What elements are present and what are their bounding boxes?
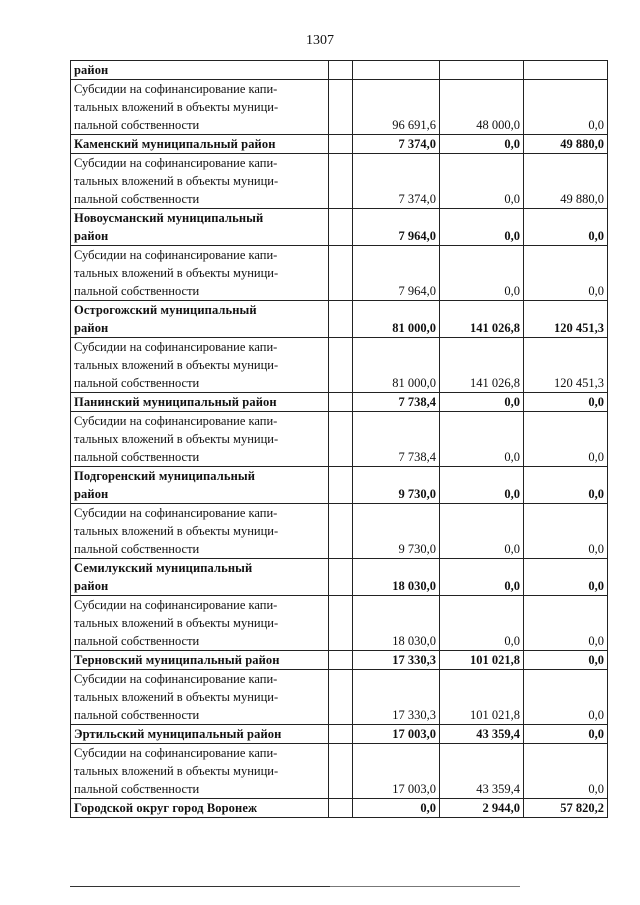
name-line: Субсидии на софинансирование капи- <box>74 156 278 170</box>
name-line: тальных вложений в объекты муници- <box>74 690 279 704</box>
amount-year-1-cell: 17 003,0 <box>353 744 440 799</box>
empty-code-cell <box>329 393 353 412</box>
amount-year-1-cell: 7 374,0 <box>353 135 440 154</box>
name-line: Субсидии на софинансирование капи- <box>74 340 278 354</box>
amount-year-1-cell: 17 330,3 <box>353 670 440 725</box>
district-name-cell <box>71 467 329 504</box>
amount-year-1-cell: 7 738,4 <box>353 412 440 467</box>
amount-year-1-cell: 17 330,3 <box>353 651 440 670</box>
name-line: Терновский муниципальный район <box>74 653 280 667</box>
amount-year-2-cell: 48 000,0 <box>440 80 524 135</box>
amount-year-3-cell: 0,0 <box>524 80 608 135</box>
name-line: тальных вложений в объекты муници- <box>74 764 279 778</box>
empty-code-cell <box>329 725 353 744</box>
district-total-row <box>71 559 608 596</box>
name-line: тальных вложений в объекты муници- <box>74 174 279 188</box>
amount-year-2-cell: 0,0 <box>440 412 524 467</box>
amount-year-3-cell: 0,0 <box>524 725 608 744</box>
amount-year-1-cell: 0,0 <box>353 799 440 818</box>
name-line: район <box>74 63 109 77</box>
amount-year-1-cell: 7 374,0 <box>353 154 440 209</box>
district-name-cell <box>71 301 329 338</box>
district-name-cell <box>71 135 329 154</box>
district-name-cell <box>71 209 329 246</box>
amount-year-3-cell: 0,0 <box>524 467 608 504</box>
amount-year-1-cell: 17 003,0 <box>353 725 440 744</box>
name-line: район <box>74 579 109 593</box>
district-name-cell <box>71 725 329 744</box>
empty-code-cell <box>329 670 353 725</box>
footer-rule-faint <box>330 886 520 887</box>
subsidy-detail-row <box>71 154 608 209</box>
name-line: Субсидии на софинансирование капи- <box>74 672 278 686</box>
empty-code-cell <box>329 504 353 559</box>
empty-code-cell <box>329 338 353 393</box>
amount-year-2-cell: 0,0 <box>440 596 524 651</box>
name-line: район <box>74 487 109 501</box>
amount-year-1-cell <box>353 61 440 80</box>
subsidy-detail-row <box>71 504 608 559</box>
name-line: Подгоренский муниципальный <box>74 469 256 483</box>
amount-year-3-cell: 0,0 <box>524 596 608 651</box>
empty-code-cell <box>329 154 353 209</box>
district-total-row <box>71 209 608 246</box>
subsidy-detail-row <box>71 670 608 725</box>
amount-year-1-cell: 7 964,0 <box>353 246 440 301</box>
subsidy-detail-row <box>71 412 608 467</box>
subsidy-detail-row <box>71 80 608 135</box>
empty-code-cell <box>329 246 353 301</box>
subsidy-detail-row <box>71 246 608 301</box>
district-name-cell <box>71 799 329 818</box>
amount-year-3-cell: 120 451,3 <box>524 338 608 393</box>
name-line: тальных вложений в объекты муници- <box>74 616 279 630</box>
district-total-row <box>71 61 608 80</box>
name-line: Субсидии на софинансирование капи- <box>74 248 278 262</box>
amount-year-3-cell: 49 880,0 <box>524 135 608 154</box>
subsidy-description-cell <box>71 596 329 651</box>
name-line: район <box>74 229 109 243</box>
amount-year-2-cell: 101 021,8 <box>440 651 524 670</box>
amount-year-2-cell: 0,0 <box>440 135 524 154</box>
empty-code-cell <box>329 301 353 338</box>
amount-year-3-cell <box>524 61 608 80</box>
district-total-row <box>71 799 608 818</box>
amount-year-1-cell: 18 030,0 <box>353 596 440 651</box>
name-line: Эртильский муниципальный район <box>74 727 282 741</box>
name-line: Новоусманский муниципальный <box>74 211 264 225</box>
budget-table-body <box>71 61 608 818</box>
amount-year-3-cell: 49 880,0 <box>524 154 608 209</box>
district-total-row <box>71 393 608 412</box>
empty-code-cell <box>329 209 353 246</box>
amount-year-3-cell: 0,0 <box>524 504 608 559</box>
amount-year-2-cell: 0,0 <box>440 209 524 246</box>
name-line: пальной собственности <box>74 284 200 298</box>
amount-year-2-cell: 0,0 <box>440 246 524 301</box>
name-line: Субсидии на софинансирование капи- <box>74 82 278 96</box>
name-line: тальных вложений в объекты муници- <box>74 524 279 538</box>
name-line: пальной собственности <box>74 450 200 464</box>
amount-year-1-cell: 18 030,0 <box>353 559 440 596</box>
subsidy-description-cell <box>71 246 329 301</box>
amount-year-2-cell: 141 026,8 <box>440 301 524 338</box>
amount-year-3-cell: 0,0 <box>524 670 608 725</box>
subsidy-description-cell <box>71 412 329 467</box>
name-line: тальных вложений в объекты муници- <box>74 100 279 114</box>
amount-year-1-cell: 96 691,6 <box>353 80 440 135</box>
name-line: пальной собственности <box>74 542 200 556</box>
subsidy-description-cell <box>71 154 329 209</box>
name-line: пальной собственности <box>74 376 200 390</box>
amount-year-2-cell: 0,0 <box>440 559 524 596</box>
name-line: пальной собственности <box>74 782 200 796</box>
amount-year-2-cell <box>440 61 524 80</box>
amount-year-2-cell: 0,0 <box>440 154 524 209</box>
amount-year-3-cell: 0,0 <box>524 651 608 670</box>
amount-year-2-cell: 101 021,8 <box>440 670 524 725</box>
amount-year-1-cell: 81 000,0 <box>353 301 440 338</box>
amount-year-3-cell: 0,0 <box>524 744 608 799</box>
subsidy-description-cell <box>71 744 329 799</box>
empty-code-cell <box>329 80 353 135</box>
amount-year-2-cell: 141 026,8 <box>440 338 524 393</box>
empty-code-cell <box>329 135 353 154</box>
district-name-cell <box>71 393 329 412</box>
district-total-row <box>71 725 608 744</box>
subsidy-detail-row <box>71 744 608 799</box>
name-line: пальной собственности <box>74 192 200 206</box>
amount-year-3-cell: 0,0 <box>524 246 608 301</box>
name-line: Панинский муниципальный район <box>74 395 277 409</box>
budget-table <box>70 60 608 818</box>
subsidy-description-cell <box>71 504 329 559</box>
district-name-cell <box>71 559 329 596</box>
amount-year-1-cell: 9 730,0 <box>353 504 440 559</box>
empty-code-cell <box>329 61 353 80</box>
name-line: пальной собственности <box>74 118 200 132</box>
name-line: Субсидии на софинансирование капи- <box>74 506 278 520</box>
subsidy-description-cell <box>71 338 329 393</box>
name-line: пальной собственности <box>74 634 200 648</box>
subsidy-detail-row <box>71 596 608 651</box>
empty-code-cell <box>329 799 353 818</box>
empty-code-cell <box>329 467 353 504</box>
amount-year-1-cell: 81 000,0 <box>353 338 440 393</box>
name-line: Каменский муниципальный район <box>74 137 276 151</box>
amount-year-3-cell: 0,0 <box>524 209 608 246</box>
district-name-cell <box>71 61 329 80</box>
name-line: тальных вложений в объекты муници- <box>74 358 279 372</box>
name-line: Субсидии на софинансирование капи- <box>74 414 278 428</box>
district-total-row <box>71 135 608 154</box>
page-number: 1307 <box>306 33 334 48</box>
name-line: пальной собственности <box>74 708 200 722</box>
amount-year-2-cell: 0,0 <box>440 504 524 559</box>
subsidy-description-cell <box>71 670 329 725</box>
amount-year-2-cell: 0,0 <box>440 393 524 412</box>
amount-year-1-cell: 7 738,4 <box>353 393 440 412</box>
amount-year-3-cell: 0,0 <box>524 412 608 467</box>
name-line: Острогожский муниципальный <box>74 303 257 317</box>
amount-year-2-cell: 0,0 <box>440 467 524 504</box>
footer-rule <box>70 886 330 887</box>
name-line: тальных вложений в объекты муници- <box>74 266 279 280</box>
amount-year-3-cell: 0,0 <box>524 559 608 596</box>
name-line: Субсидии на софинансирование капи- <box>74 746 278 760</box>
district-name-cell <box>71 651 329 670</box>
amount-year-3-cell: 57 820,2 <box>524 799 608 818</box>
amount-year-2-cell: 43 359,4 <box>440 744 524 799</box>
name-line: район <box>74 321 109 335</box>
amount-year-3-cell: 120 451,3 <box>524 301 608 338</box>
district-total-row <box>71 651 608 670</box>
empty-code-cell <box>329 744 353 799</box>
amount-year-1-cell: 7 964,0 <box>353 209 440 246</box>
empty-code-cell <box>329 412 353 467</box>
amount-year-2-cell: 43 359,4 <box>440 725 524 744</box>
district-total-row <box>71 301 608 338</box>
amount-year-3-cell: 0,0 <box>524 393 608 412</box>
empty-code-cell <box>329 651 353 670</box>
empty-code-cell <box>329 596 353 651</box>
name-line: Субсидии на софинансирование капи- <box>74 598 278 612</box>
name-line: Городской округ город Воронеж <box>74 801 258 815</box>
district-total-row <box>71 467 608 504</box>
name-line: тальных вложений в объекты муници- <box>74 432 279 446</box>
empty-code-cell <box>329 559 353 596</box>
name-line: Семилукский муниципальный <box>74 561 253 575</box>
subsidy-detail-row <box>71 338 608 393</box>
amount-year-2-cell: 2 944,0 <box>440 799 524 818</box>
amount-year-1-cell: 9 730,0 <box>353 467 440 504</box>
subsidy-description-cell <box>71 80 329 135</box>
